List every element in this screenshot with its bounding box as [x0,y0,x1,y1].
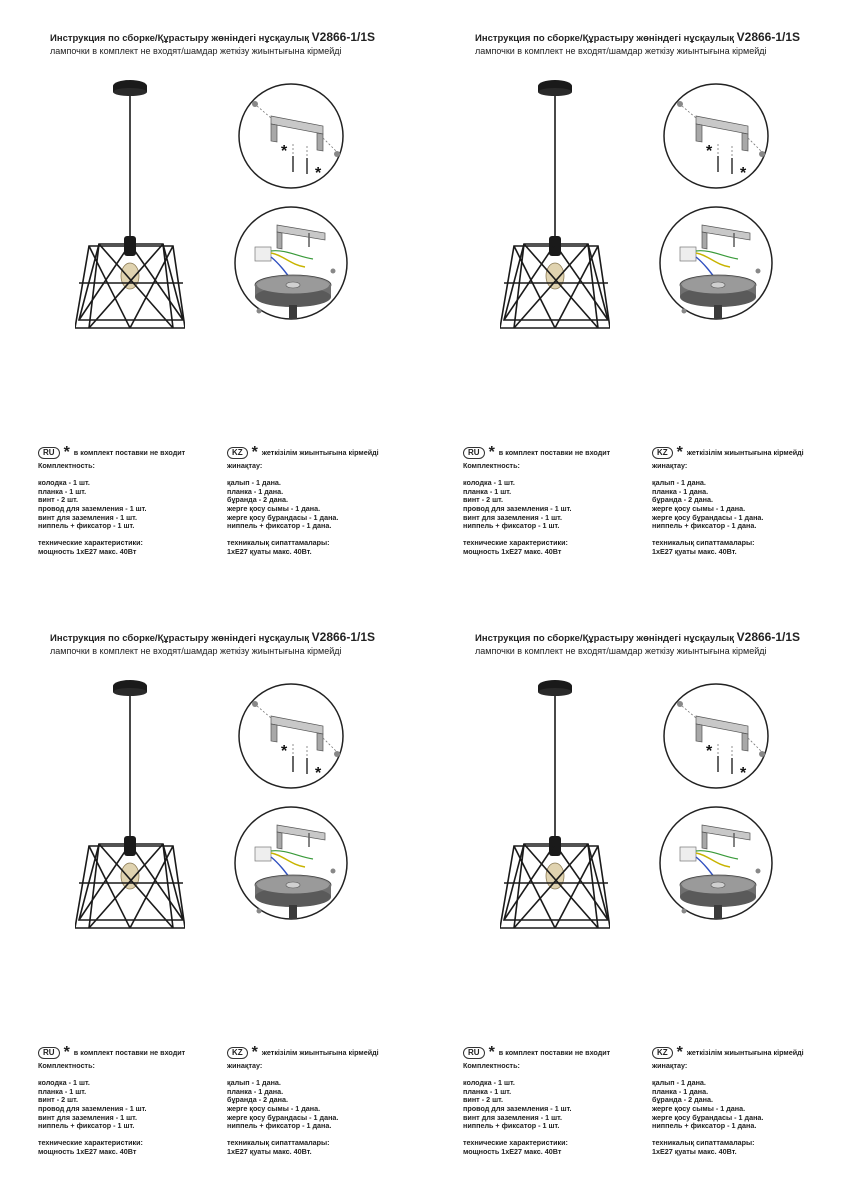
ru-kit-item: планка - 1 шт. [463,1086,512,1096]
ru-specification [38,446,185,557]
sheet-subtitle: лампочки в комплект не входят/шамдар жеткізу жиынтығына кірмейді [475,646,767,656]
kz-kit-item: жерге қосу сымы - 1 дана. [227,1103,321,1113]
kz-spec-title: техникалық сипаттамалары: [227,538,330,548]
ru-spec-value: мощность 1хЕ27 макс. 40Вт [38,1146,137,1156]
kz-specification [652,446,804,557]
mounting-bracket-diagram [662,682,770,790]
ru-kit-item: планка - 1 шт. [38,1086,87,1096]
sheet-title [475,630,800,644]
kz-kit-title: жинақтау: [227,461,263,470]
title-text: Инструкция по сборке/Құрастыру жөніндегі нұсқаулық [50,633,309,644]
instruction-sheet [0,0,424,600]
kz-spec-value: 1хЕ27 қуаты макс. 40Вт. [227,1146,312,1156]
asterisk-icon: * [63,1044,70,1061]
kz-kit-item: планка - 1 дана. [227,486,284,496]
pendant-lamp-illustration [75,78,185,348]
model-number: V2866-1/1S [311,630,376,644]
title-text: Инструкция по сборке/Құрастыру жөніндегі нұсқаулық [475,33,734,44]
ru-kit-item: винт - 2 шт. [463,495,503,505]
sheet-title [50,30,375,44]
kz-kit-item: бұранда - 2 дана. [652,495,714,505]
ru-spec-value: мощность 1хЕ27 макс. 40Вт [38,546,137,556]
kz-language-badge: KZ [652,447,673,459]
ru-not-included-note: в комплект поставки не входит [498,447,611,457]
ru-kit-title: Комплектность: [38,461,95,470]
svg-text:*: * [740,765,747,782]
ru-kit-item: планка - 1 шт. [38,486,87,496]
ru-kit-item: винт для заземления - 1 шт. [463,512,562,522]
ru-spec-value: мощность 1хЕ27 макс. 40Вт [463,1146,562,1156]
kz-spec-value: 1хЕ27 қуаты макс. 40Вт. [652,546,737,556]
asterisk-icon: * [251,1044,258,1061]
model-number: V2866-1/1S [736,30,801,44]
kz-kit-item: қалып - 1 дана. [227,478,281,488]
kz-language-badge: KZ [227,447,248,459]
svg-text:*: * [740,165,747,182]
kz-kit-item: планка - 1 дана. [652,1086,709,1096]
ru-specification [463,446,610,557]
kz-kit-item: планка - 1 дана. [227,1086,284,1096]
ru-language-badge: RU [38,447,60,459]
instruction-sheet [425,0,849,600]
ru-spec-value: мощность 1хЕ27 макс. 40Вт [463,546,562,556]
kz-kit-item: жерге қосу бұрандасы - 1 дана. [652,1112,764,1122]
kz-kit-item: ниппель + фиксатор - 1 дана. [227,1121,332,1131]
asterisk-icon: * [488,1044,495,1061]
pendant-lamp-illustration [75,678,185,948]
mounting-bracket-diagram [237,82,345,190]
wiring-canopy-diagram [233,805,349,921]
title-text: Инструкция по сборке/Құрастыру жөніндегі нұсқаулық [50,33,309,44]
kz-kit-item: ниппель + фиксатор - 1 дана. [652,1121,757,1131]
asterisk-icon: * [676,1044,683,1061]
kz-kit-item: бұранда - 2 дана. [652,1095,714,1105]
asterisk-icon: * [488,444,495,461]
svg-text:*: * [315,765,322,782]
kz-kit-item: бұранда - 2 дана. [227,495,289,505]
instruction-sheet [0,600,424,1200]
ru-kit-item: колодка - 1 шт. [463,1078,515,1088]
ru-not-included-note: в комплект поставки не входит [73,1047,186,1057]
kz-not-included-note: жеткізілім жиынтығына кірмейді [686,1047,804,1057]
kz-not-included-note: жеткізілім жиынтығына кірмейді [686,447,804,457]
ru-kit-title: Комплектность: [463,1061,520,1070]
ru-spec-title: технические характеристики: [463,1138,568,1148]
ru-language-badge: RU [463,447,485,459]
ru-kit-item: провод для заземления - 1 шт. [463,1103,572,1113]
mounting-bracket-diagram [662,82,770,190]
ru-kit-item: ниппель + фиксатор - 1 шт. [463,521,560,531]
svg-text:*: * [315,165,322,182]
kz-kit-title: жинақтау: [227,1061,263,1070]
ru-kit-item: ниппель + фиксатор - 1 шт. [463,1121,560,1131]
ru-kit-item: колодка - 1 шт. [38,478,90,488]
kz-kit-item: қалып - 1 дана. [652,1078,706,1088]
ru-kit-item: винт для заземления - 1 шт. [38,1112,137,1122]
ru-kit-item: винт - 2 шт. [38,1095,78,1105]
ru-kit-item: ниппель + фиксатор - 1 шт. [38,521,135,531]
sheet-title [475,30,800,44]
ru-kit-item: винт - 2 шт. [38,495,78,505]
kz-spec-value: 1хЕ27 қуаты макс. 40Вт. [652,1146,737,1156]
ru-not-included-note: в комплект поставки не входит [73,447,186,457]
ru-language-badge: RU [463,1047,485,1059]
mounting-bracket-diagram [237,682,345,790]
svg-text:*: * [706,743,713,760]
kz-kit-item: жерге қосу сымы - 1 дана. [227,503,321,513]
ru-kit-item: колодка - 1 шт. [463,478,515,488]
kz-kit-item: жерге қосу бұрандасы - 1 дана. [227,1112,339,1122]
ru-kit-item: колодка - 1 шт. [38,1078,90,1088]
ru-kit-item: провод для заземления - 1 шт. [38,1103,147,1113]
svg-text:*: * [281,743,288,760]
instruction-sheet [425,600,849,1200]
pendant-lamp-illustration [500,78,610,348]
kz-kit-item: жерге қосу сымы - 1 дана. [652,503,746,513]
ru-specification [463,1046,610,1157]
kz-spec-title: техникалық сипаттамалары: [652,538,755,548]
ru-kit-item: провод для заземления - 1 шт. [463,503,572,513]
ru-kit-title: Комплектность: [38,1061,95,1070]
svg-text:*: * [281,143,288,160]
ru-spec-title: технические характеристики: [38,538,143,548]
kz-spec-title: техникалық сипаттамалары: [652,1138,755,1148]
kz-kit-item: жерге қосу бұрандасы - 1 дана. [227,512,339,522]
ru-kit-item: планка - 1 шт. [463,486,512,496]
kz-spec-value: 1хЕ27 қуаты макс. 40Вт. [227,546,312,556]
kz-kit-item: планка - 1 дана. [652,486,709,496]
wiring-canopy-diagram [658,205,774,321]
kz-kit-item: жерге қосу бұрандасы - 1 дана. [652,512,764,522]
model-number: V2866-1/1S [736,630,801,644]
ru-kit-item: винт - 2 шт. [463,1095,503,1105]
kz-specification [652,1046,804,1157]
kz-language-badge: KZ [227,1047,248,1059]
ru-spec-title: технические характеристики: [463,538,568,548]
kz-kit-title: жинақтау: [652,1061,688,1070]
sheet-subtitle: лампочки в комплект не входят/шамдар жеткізу жиынтығына кірмейді [50,46,342,56]
model-number: V2866-1/1S [311,30,376,44]
asterisk-icon: * [251,444,258,461]
ru-kit-item: винт для заземления - 1 шт. [38,512,137,522]
kz-specification [227,1046,379,1157]
ru-kit-title: Комплектность: [463,461,520,470]
kz-kit-item: бұранда - 2 дана. [227,1095,289,1105]
kz-kit-title: жинақтау: [652,461,688,470]
wiring-canopy-diagram [658,805,774,921]
ru-kit-item: провод для заземления - 1 шт. [38,503,147,513]
kz-language-badge: KZ [652,1047,673,1059]
ru-kit-item: ниппель + фиксатор - 1 шт. [38,1121,135,1131]
asterisk-icon: * [676,444,683,461]
ru-specification [38,1046,185,1157]
kz-kit-item: ниппель + фиксатор - 1 дана. [227,521,332,531]
ru-not-included-note: в комплект поставки не входит [498,1047,611,1057]
wiring-canopy-diagram [233,205,349,321]
kz-kit-item: ниппель + фиксатор - 1 дана. [652,521,757,531]
kz-specification [227,446,379,557]
ru-kit-item: винт для заземления - 1 шт. [463,1112,562,1122]
ru-spec-title: технические характеристики: [38,1138,143,1148]
sheet-subtitle: лампочки в комплект не входят/шамдар жеткізу жиынтығына кірмейді [475,46,767,56]
kz-not-included-note: жеткізілім жиынтығына кірмейді [261,447,379,457]
pendant-lamp-illustration [500,678,610,948]
svg-text:*: * [706,143,713,160]
sheet-title [50,630,375,644]
ru-language-badge: RU [38,1047,60,1059]
kz-not-included-note: жеткізілім жиынтығына кірмейді [261,1047,379,1057]
kz-kit-item: қалып - 1 дана. [652,478,706,488]
kz-kit-item: жерге қосу сымы - 1 дана. [652,1103,746,1113]
asterisk-icon: * [63,444,70,461]
sheet-subtitle: лампочки в комплект не входят/шамдар жеткізу жиынтығына кірмейді [50,646,342,656]
title-text: Инструкция по сборке/Құрастыру жөніндегі нұсқаулық [475,633,734,644]
kz-kit-item: қалып - 1 дана. [227,1078,281,1088]
kz-spec-title: техникалық сипаттамалары: [227,1138,330,1148]
